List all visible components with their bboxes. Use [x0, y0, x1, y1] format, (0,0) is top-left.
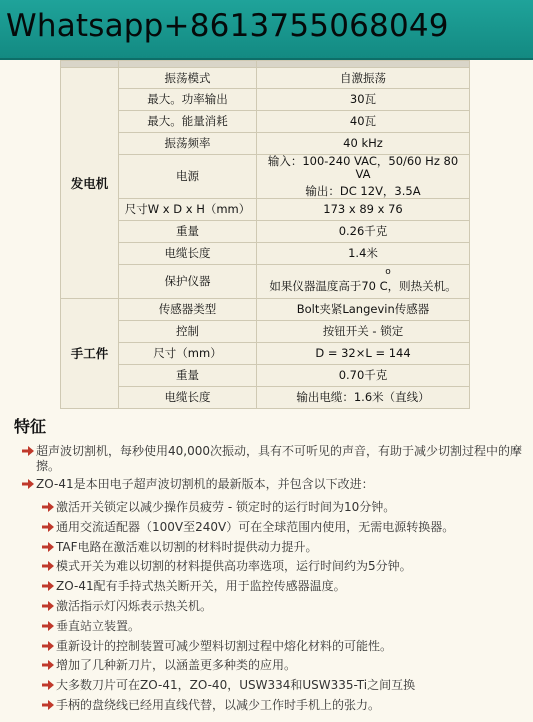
- list-item: ZO-41配有手持式热关断开关，用于监控传感器温度。: [42, 579, 522, 594]
- table-row: [61, 365, 470, 387]
- arrow-right-icon: [42, 522, 54, 532]
- arrow-right-icon: [42, 660, 54, 670]
- row-label: 振荡频率: [119, 133, 257, 155]
- list-item: 激活指示灯闪烁表示热关机。: [42, 599, 522, 614]
- row-value: 自激振荡: [257, 68, 470, 89]
- row-value: 1.4米: [257, 243, 470, 265]
- arrow-right-icon: [42, 621, 54, 631]
- arrow-right-icon: [22, 446, 34, 456]
- list-item: 激活开关锁定以减少操作员疲劳 - 锁定时的运行时间为10分钟。: [42, 500, 522, 515]
- arrow-right-icon: [42, 641, 54, 651]
- row-label: 振荡模式: [119, 68, 257, 89]
- table-row: [61, 155, 470, 199]
- features-list: [22, 444, 527, 495]
- table-header-row: [61, 61, 470, 68]
- power-input: 输入：100-240 VAC，50/60 Hz 80 VA: [267, 154, 459, 181]
- table-row: [61, 299, 470, 321]
- table-row: [61, 387, 470, 409]
- list-item: TAF电路在激活难以切割的材料时提供动力提升。: [42, 540, 522, 555]
- table-row: [61, 111, 470, 133]
- list-item: 增加了几种新刀片，以涵盖更多种类的应用。: [42, 658, 522, 673]
- arrow-right-icon: [42, 502, 54, 512]
- row-label: 电缆长度: [119, 243, 257, 265]
- row-value: 173 x 89 x 76: [257, 199, 470, 221]
- list-item: 通用交流适配器（100V至240V）可在全球范围内使用，无需电源转换器。: [42, 520, 522, 535]
- row-label: 重量: [119, 365, 257, 387]
- row-value: 0.70千克: [257, 365, 470, 387]
- table-row: [61, 265, 470, 299]
- row-label: 传感器类型: [119, 299, 257, 321]
- row-label: 尺寸W x D x H（mm）: [119, 199, 257, 221]
- table-row: [61, 243, 470, 265]
- arrow-right-icon: [42, 581, 54, 591]
- row-value: 按钮开关 - 锁定: [257, 321, 470, 343]
- list-item: ZO-41是本田电子超声波切割机的最新版本，并包含以下改进：: [22, 477, 527, 492]
- row-label: 重量: [119, 221, 257, 243]
- row-value: 40瓦: [257, 111, 470, 133]
- list-item: 大多数刀片可在ZO-41，ZO-40，USW334和USW335-Ti之间互换: [42, 678, 522, 693]
- arrow-right-icon: [42, 542, 54, 552]
- group-label-handpiece: 手工件: [61, 299, 119, 409]
- table-row: [61, 68, 470, 89]
- arrow-right-icon: [42, 561, 54, 571]
- list-item: 模式开关为难以切割的材料提供高功率选项，运行时间约为5分钟。: [42, 559, 522, 574]
- arrow-right-icon: [42, 601, 54, 611]
- table-row: [61, 89, 470, 111]
- group-label-generator: 发电机: [61, 68, 119, 299]
- list-item: 重新设计的控制装置可减少塑料切割过程中熔化材料的可能性。: [42, 639, 522, 654]
- row-value: 0.26千克: [257, 221, 470, 243]
- degree-sign: o: [385, 266, 391, 277]
- thermal-text: 如果仪器温度高于70 C，则热关机。: [269, 278, 457, 293]
- table-row: [61, 221, 470, 243]
- row-label: 最大。能量消耗: [119, 111, 257, 133]
- watermark-text: Whatsapp+8613755068049: [6, 8, 449, 44]
- row-value: [257, 265, 470, 299]
- table-row: [61, 321, 470, 343]
- list-item: 手柄的盘绕线已经用直线代替，以减少工作时手机上的张力。: [42, 698, 522, 713]
- table-row: [61, 133, 470, 155]
- row-label: 尺寸（mm）: [119, 343, 257, 365]
- power-output: 输出：DC 12V，3.5A: [305, 184, 421, 198]
- row-value: [257, 155, 470, 199]
- table-row: [61, 199, 470, 221]
- row-label: 电缆长度: [119, 387, 257, 409]
- row-value: 40 kHz: [257, 133, 470, 155]
- row-label: 最大。功率输出: [119, 89, 257, 111]
- list-item: 超声波切割机，每秒使用40,000次振动，具有不可听见的声音，有助于减少切割过程中的摩擦。: [22, 444, 527, 474]
- row-value: D = 32×L = 144: [257, 343, 470, 365]
- row-value: 输出电缆：1.6米（直线）: [257, 387, 470, 409]
- watermark-banner: [0, 0, 533, 60]
- spec-table: [60, 60, 470, 409]
- row-value: Bolt夹紧Langevin传感器: [257, 299, 470, 321]
- table-row: [61, 343, 470, 365]
- row-label: 保护仪器: [119, 265, 257, 299]
- row-value: 30瓦: [257, 89, 470, 111]
- improvements-list: [42, 500, 522, 718]
- row-label: 控制: [119, 321, 257, 343]
- arrow-right-icon: [42, 700, 54, 710]
- arrow-right-icon: [22, 479, 34, 489]
- arrow-right-icon: [42, 680, 54, 690]
- features-title: 特征: [14, 417, 47, 436]
- list-item: 垂直站立装置。: [42, 619, 522, 634]
- row-label: 电源: [119, 155, 257, 199]
